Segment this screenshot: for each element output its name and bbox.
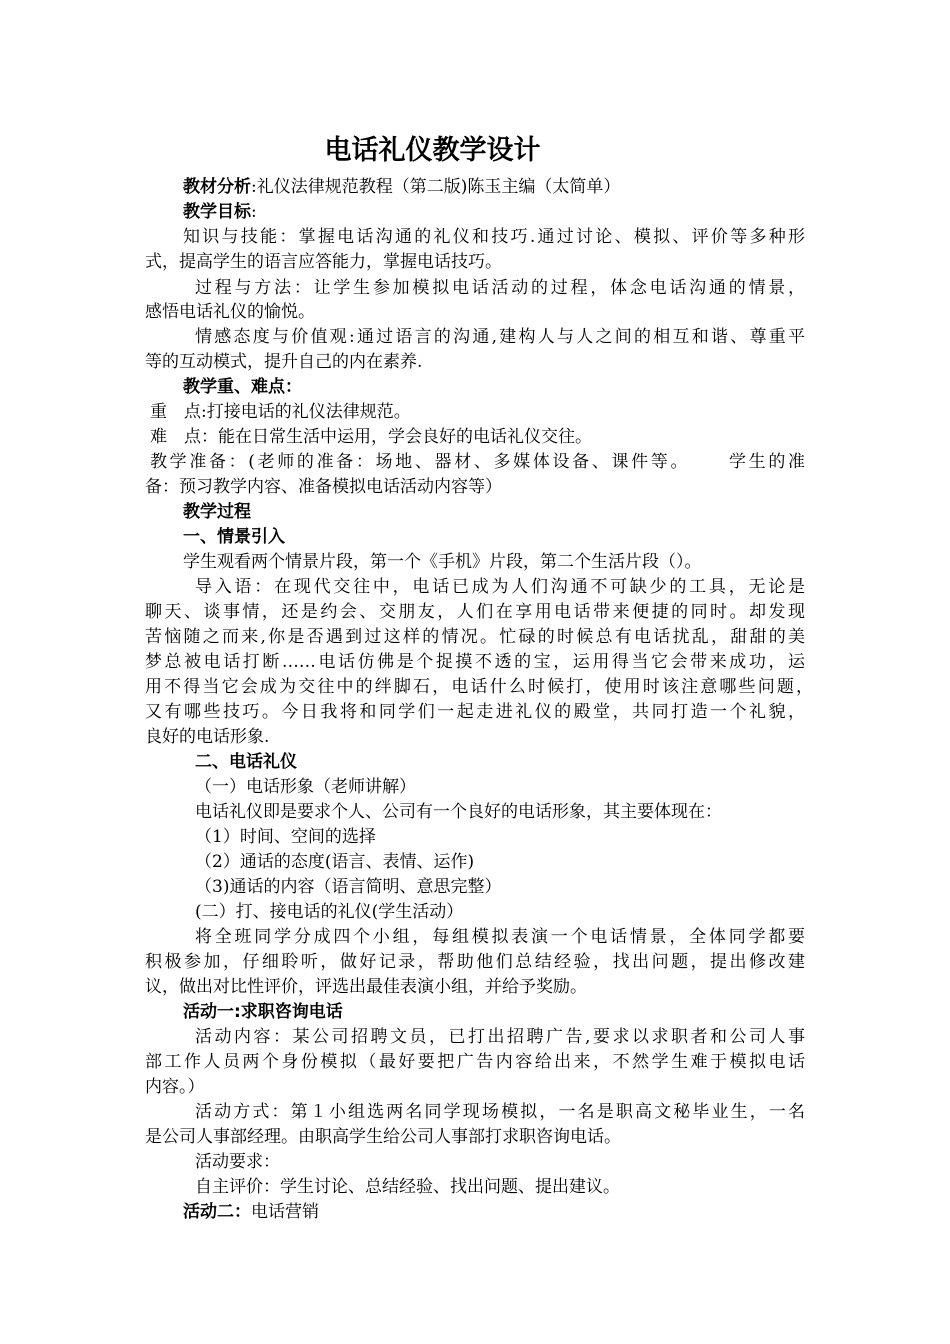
intro-line-3: 苦恼随之而来,你是否遇到过这样的情况。忙碌的时候总有电话扰乱，甜甜的美 [145,627,805,647]
list-item-3: （3)通话的内容（语言简明、意思完整） [195,877,502,897]
activity-2-label: 活动二： [183,1202,251,1222]
process-heading: 教学过程 [183,502,251,522]
hard-point: 难 点：能在日常生活中运用，学会良好的电话礼仪交往。 [150,427,592,447]
activity-2-title [183,1200,319,1224]
skill-line-1: 知识与技能：掌握电话沟通的礼仪和技巧.通过讨论、模拟、评价等多种形 [183,227,805,247]
subsection-1-title: （一）电话形象（老师讲解） [195,777,416,797]
activity-1-title: 活动一:求职咨询电话 [183,1002,343,1022]
group-line-1: 将全班同学分成四个小组，每组模拟表演一个电话情景，全体同学都要 [195,927,805,947]
activity-1-method-2: 是公司人事部经理。由职高学生给公司人事部打求职咨询电话。 [145,1127,621,1147]
goals-colon: : [251,202,257,222]
prep-line-2: 备：预习教学内容、准备模拟电话活动内容等） [145,477,502,497]
process-line-1: 过程与方法：让学生参加模拟电话活动的过程，体念电话沟通的情景， [195,278,805,298]
list-item-1: （1）时间、空间的选择 [195,827,376,847]
prep-line-1: 教学准备：(老师的准备：场地、器材、多媒体设备、课件等。 学生的准 [150,452,805,472]
intro-line-2: 聊天、谈事情，还是约会、交朋友，人们在享用电话带来便捷的同时。却发现 [145,602,805,622]
intro-line-1: 导入语：在现代交往中，电话已成为人们沟通不可缺少的工具，无论是 [195,577,805,597]
emotion-line-2: 等的互动模式，提升自己的内在素养. [145,352,423,372]
activity-1-content-1: 活动内容：某公司招聘文员，已打出招聘广告,要求以求职者和公司人事 [195,1027,805,1047]
activity-1-evaluation: 自主评价：学生讨论、总结经验、找出问题、提出建议。 [195,1177,620,1197]
intro-line-6: 又有哪些技巧。今日我将和同学们一起走进礼仪的殿堂，共同打造一个礼貌， [145,702,805,722]
key-points-heading: 教学重、难点： [183,377,302,397]
material-analysis [183,175,620,199]
subsection-2-title: (二）打、接电话的礼仪(学生活动） [195,902,464,922]
group-line-2: 积极参加，仔细聆听，做好记录，帮助他们总结经验，找出问题，提出修改建 [145,952,805,972]
goals-heading [183,200,257,224]
material-text: :礼仪法律规范教程（第二版)陈玉主编（太简单） [251,177,621,197]
process-line-2: 感悟电话礼仪的愉悦。 [145,302,315,322]
goals-label: 教学目标 [183,202,251,222]
activity-1-content-2: 部工作人员两个身份模拟（最好要把广告内容给出来，不然学生难于模拟电话 [145,1052,805,1072]
activity-2-text: 电话营销 [251,1202,319,1222]
list-item-2: （2）通话的态度(语言、表情、运作) [195,852,475,872]
intro-line-7: 良好的电话形象. [145,727,270,747]
group-line-3: 议，做出对比性评价，评选出最佳表演小组，并给予奖励。 [145,977,587,997]
emotion-line-1: 情感态度与价值观:通过语言的沟通,建构人与人之间的相互和谐、尊重平 [195,327,805,347]
document-title: 电话礼仪教学设计 [324,135,541,166]
subsection-1-paragraph: 电话礼仪即是要求个人、公司有一个良好的电话形象，其主要体现在： [195,802,722,822]
skill-line-2: 式，提高学生的语言应答能力，掌握电话技巧。 [145,252,502,272]
activity-1-requirements: 活动要求： [195,1152,280,1172]
intro-line-4: 梦总被电话打断……电话仿佛是个捉摸不透的宝，运用得当它会带来成功，运 [145,652,805,672]
section-1-paragraph: 学生观看两个情景片段，第一个《手机》片段，第二个生活片段（）。 [183,552,702,572]
section-2-title: 二、电话礼仪 [195,752,297,772]
activity-1-method-1: 活动方式：第１小组选两名同学现场模拟，一名是职高文秘毕业生，一名 [195,1102,805,1122]
material-label: 教材分析 [183,177,251,197]
section-1-title: 一、情景引入 [183,527,285,547]
activity-1-content-3: 内容。） [145,1077,205,1097]
key-point: 重 点:打接电话的礼仪法律规范。 [150,402,411,422]
intro-line-5: 用不得当它会成为交往中的绊脚石，电话什么时候打，使用时该注意哪些问题， [145,677,813,697]
